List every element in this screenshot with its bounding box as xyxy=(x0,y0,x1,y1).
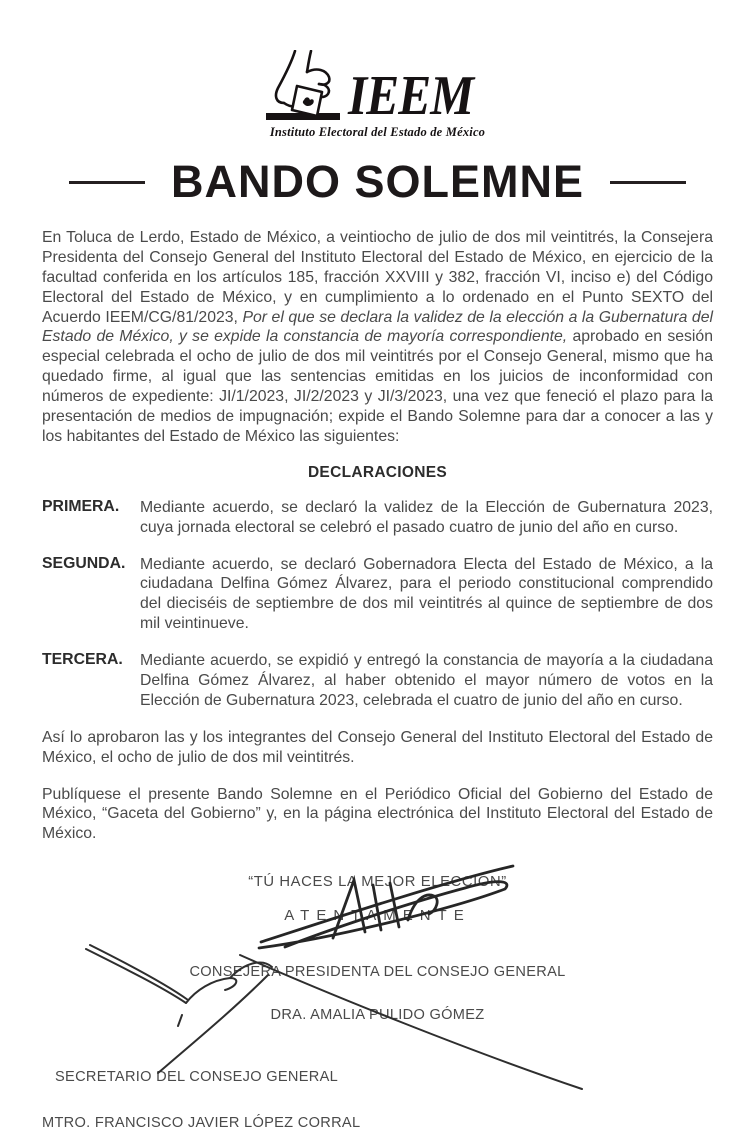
title-row xyxy=(0,156,755,208)
signatory-title: SECRETARIO DEL CONSEJO GENERAL xyxy=(55,1069,339,1086)
ballot-box-hand-icon xyxy=(264,50,344,122)
title-left-rule xyxy=(69,181,145,184)
intro-accord-title: Por el que se declara la validez de la elección a la Gubernatura del Estado de México, y se expide la constancia de mayoría correspondiente, xyxy=(42,308,713,346)
declaration-label: SEGUNDA. xyxy=(42,554,126,572)
ieem-logo xyxy=(0,50,755,140)
declaration-item-primera xyxy=(42,498,713,538)
approval-paragraph: Así lo aprobaron las y los integrantes del Consejo General del Instituto Electoral del Estado de México, el ocho de julio de dos mil veintitrés. xyxy=(42,728,713,766)
signature-block-president xyxy=(42,964,713,1023)
signatory-title: CONSEJERA PRESIDENTA DEL CONSEJO GENERAL xyxy=(189,964,566,981)
declaration-label: PRIMERA. xyxy=(42,497,120,515)
intro-part1: En Toluca de Lerdo, Estado de México, a veintiocho de julio de dos mil veintitrés, la Consejera Presidenta del Consejo General del Instituto Electoral del Estado de México, en ejercicio de la facultad conferida en los artículos 185, fracción XXVIII y 382, fracción VI, inciso e) del Código Electoral del Estado de México, y en cumplimiento a lo ordenado en el Punto SEXTO del Acuerdo IEEM/CG/81/2023, xyxy=(42,229,713,326)
declaration-item-tercera xyxy=(42,651,713,711)
declaration-text: Mediante acuerdo, se declaró Gobernadora Electa del Estado de México, a la ciudadana Delfina Gómez Álvarez, para el periodo constitucional comprendido del dieciséis de septiembre de dos mil veintitrés al quince de septiembre de dos mil veintinueve. xyxy=(140,555,713,633)
ieem-logo-top xyxy=(264,50,490,128)
declaration-item-segunda xyxy=(42,555,713,635)
signatory-name: DRA. AMALIA PULIDO GÓMEZ xyxy=(270,1007,485,1024)
publication-paragraph: Publíquese el presente Bando Solemne en el Periódico Oficial del Gobierno del Estado de México, “Gaceta del Gobierno” y, en la página electrónica del Instituto Electoral del Estado de México. xyxy=(42,785,713,843)
declaration-text: Mediante acuerdo, se expidió y entregó la constancia de mayoría a la ciudadana Delfina Gómez Álvarez, al haber obtenido el mayor número de votos en la Elección de Gubernatura 2023, celebrada el cuatro de junio del año en curso. xyxy=(140,652,713,709)
intro-part2: aprobado en sesión especial celebrada el ocho de julio de dos mil veintitrés por el Consejo General, mismo que ha quedado firme, al igual que las sentencias emitidas en los juicios de inconformidad con números de expediente: JI/1/2023, JI/2/2023 y JI/3/2023, una vez que feneció el plazo para la presentación de medios de impugnación; expide el Bando Solemne para dar a conocer a las y los habitantes del Estado de México las siguientes: xyxy=(42,328,713,445)
declarations-heading: DECLARACIONES xyxy=(307,463,448,481)
salutation: ATENTAMENTE xyxy=(284,907,471,925)
title-right-rule xyxy=(610,181,686,184)
intro-paragraph xyxy=(42,228,713,447)
signatory-name: MTRO. FRANCISCO JAVIER LÓPEZ CORRAL xyxy=(42,1115,361,1132)
page-title: BANDO SOLEMNE xyxy=(170,156,584,207)
ieem-acronym: IEEM xyxy=(348,65,474,128)
signature-block-secretary xyxy=(42,1069,713,1140)
declaration-label: TERCERA. xyxy=(42,651,123,669)
declaration-text: Mediante acuerdo, se declaró la validez de la Elección de Gubernatura 2023, cuya jornada electoral se celebró el pasado cuatro de junio del año en curso. xyxy=(140,498,713,536)
institutional-slogan: “TÚ HACES LA MEJOR ELECCIÓN” xyxy=(248,874,507,891)
ieem-subtitle: Instituto Electoral del Estado de México xyxy=(269,125,486,139)
document-body xyxy=(0,228,755,1140)
